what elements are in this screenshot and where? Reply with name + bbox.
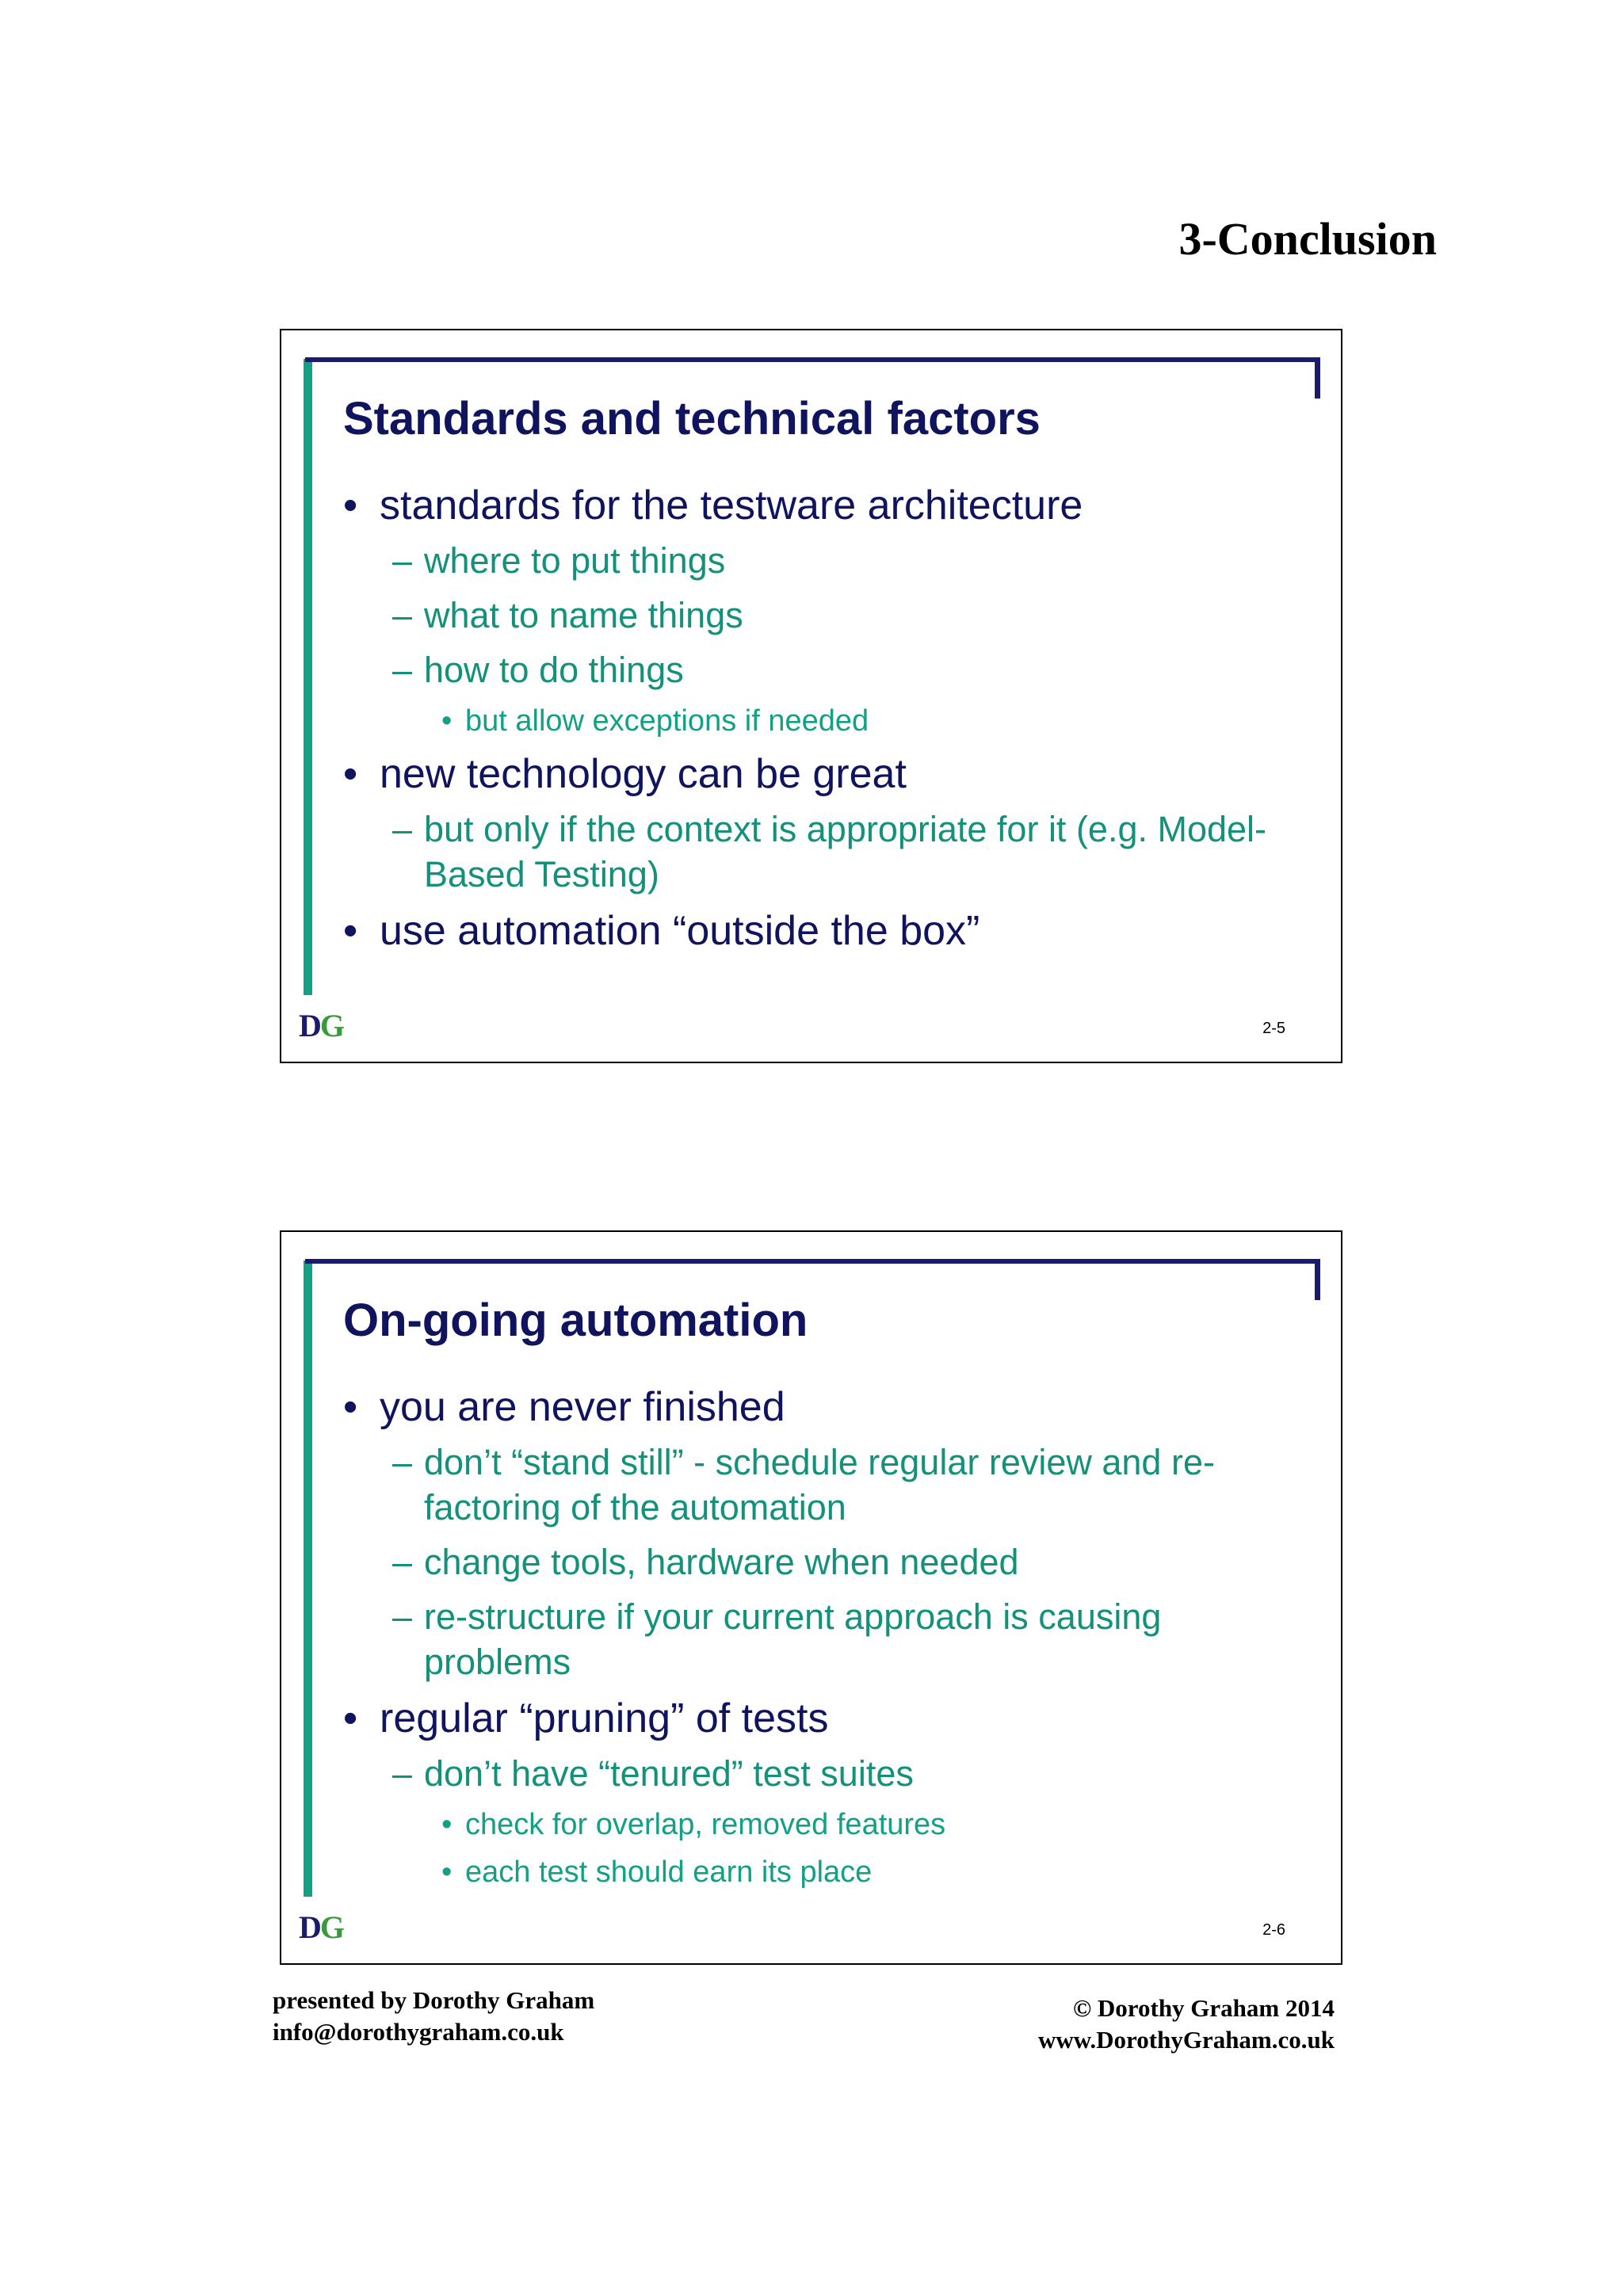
section-title: 3-Conclusion <box>1178 213 1437 265</box>
bullet-item: • use automation “outside the box” <box>343 908 980 954</box>
website-link[interactable]: www.DorothyGraham.co.uk <box>1037 2026 1335 2054</box>
slide-accent-bar <box>304 1261 312 1897</box>
sub-bullet-item: – what to name things <box>392 595 743 635</box>
bullet-item: • standards for the testware architecture <box>343 482 1083 528</box>
bullet-item: • new technology can be great <box>343 751 907 797</box>
presenter-email[interactable]: info@dorothygraham.co.uk <box>273 2018 564 2046</box>
slide-number: 2-6 <box>1262 1921 1285 1939</box>
sub-bullet-item: – how to do things <box>392 650 684 690</box>
slide-top-rule <box>305 1259 1320 1264</box>
sub-bullet-item: – don’t “stand still” - schedule regular review and re-factoring of the automation <box>392 1442 1215 1527</box>
slide-top-rule <box>305 357 1320 362</box>
sub-bullet-item: – change tools, hardware when needed <box>392 1542 1019 1582</box>
bullet-item: • you are never finished <box>343 1384 785 1430</box>
footer-copyright <box>1038 1993 1335 2056</box>
slide-body <box>343 481 1270 963</box>
slide-title: Standards and technical factors <box>343 393 1041 444</box>
dg-logo: DG <box>299 1909 344 1945</box>
sub-sub-bullet-item: • but allow exceptions if needed <box>441 704 869 738</box>
bullet-item: • regular “pruning” of tests <box>343 1695 829 1741</box>
presenter-name: presented by Dorothy Graham <box>273 1986 595 2014</box>
slide-top-rule-end <box>1315 1259 1320 1300</box>
dg-logo: DG <box>299 1008 344 1043</box>
footer-presenter <box>273 1985 594 2048</box>
sub-bullet-item: – don’t have “tenured” test suites <box>392 1753 914 1794</box>
slide-standards <box>280 329 1342 1063</box>
sub-sub-bullet-item: • each test should earn its place <box>441 1855 873 1889</box>
sub-bullet-item: – re-structure if your current approach is causing problems <box>392 1596 1162 1682</box>
slide-body <box>343 1383 1270 1901</box>
sub-bullet-item: – where to put things <box>392 540 726 581</box>
slide-title: On-going automation <box>343 1295 808 1346</box>
sub-bullet-item: – but only if the context is appropriate for it (e.g. Model-Based Testing) <box>392 809 1267 894</box>
slide-accent-bar <box>304 359 312 995</box>
copyright-text: © Dorothy Graham 2014 <box>1073 1994 1335 2022</box>
slide-number: 2-5 <box>1262 1020 1285 1037</box>
slide-top-rule-end <box>1315 357 1320 399</box>
slide-ongoing-automation <box>280 1230 1342 1965</box>
sub-sub-bullet-item: • check for overlap, removed features <box>441 1808 946 1841</box>
